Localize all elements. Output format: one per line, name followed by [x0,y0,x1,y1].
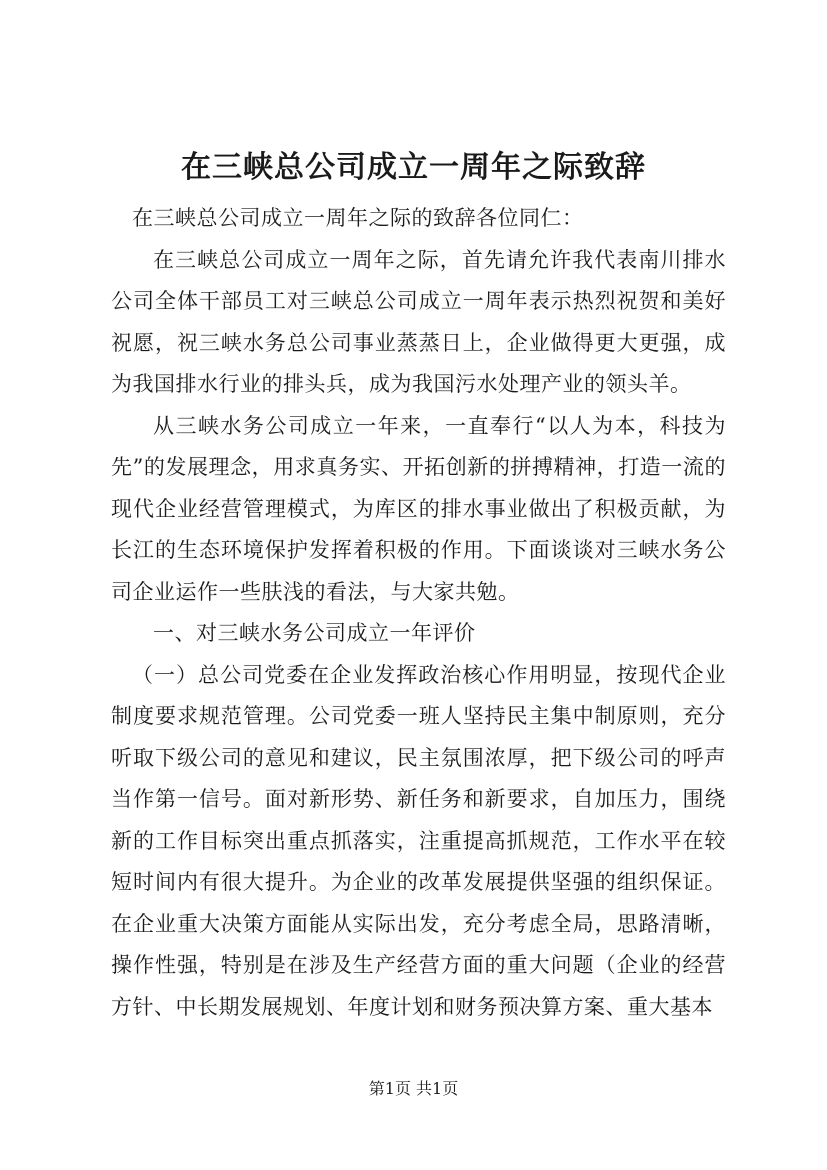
salutation-paragraph: 在三峡总公司成立一周年之际的致辞各位同仁： [132,206,584,230]
document-title: 在三峡总公司成立一周年之际致辞 [181,150,646,185]
overview-paragraph: 从三峡水务公司成立一年来，一直奉行“以人为本，科技为先”的发展理念，用求真务实、开拓创新的拼搏精神，打造一流的现代企业经营管理模式，为库区的排水事业做出了积极贡献，为长江的生态环境保护发挥着积极的作用。下面谈谈对三峡水务公司企业运作一些肤浅的看法，与大家共勉。 [111,413,726,604]
document-body [111,198,726,1028]
page-footer [0,1078,827,1100]
section-heading: 一、对三峡水务公司成立一年评价 [153,621,476,645]
greeting-paragraph: 在三峡总公司成立一周年之际，首先请允许我代表南川排水公司全体干部员工对三峡总公司成立一周年表示热烈祝贺和美好祝愿，祝三峡水务总公司事业蒸蒸日上，企业做得更大更强，成为我国排水行业的排头兵，成为我国污水处理产业的领头羊。 [111,247,726,396]
evaluation-paragraph: （一）总公司党委在企业发挥政治核心作用明显，按现代企业制度要求规范管理。公司党委一班人坚持民主集中制原则，充分听取下级公司的意见和建议，民主氛围浓厚，把下级公司的呼声当作第一信号。面对新形势、新任务和新要求，自加压力，围绕新的工作目标突出重点抓落实，注重提高抓规范，工作水平在较短时间内有很大提升。为企业的改革发展提供坚强的组织保证。在企业重大决策方面能从实际出发，充分考虑全局，思路清晰，操作性强，特别是在涉及生产经营方面的重大问题（企业的经营方针、中长期发展规划、年度计划和财务预决算方案、重大基本 [111,662,726,1019]
page-number: 第1页 共1页 [368,1079,459,1098]
